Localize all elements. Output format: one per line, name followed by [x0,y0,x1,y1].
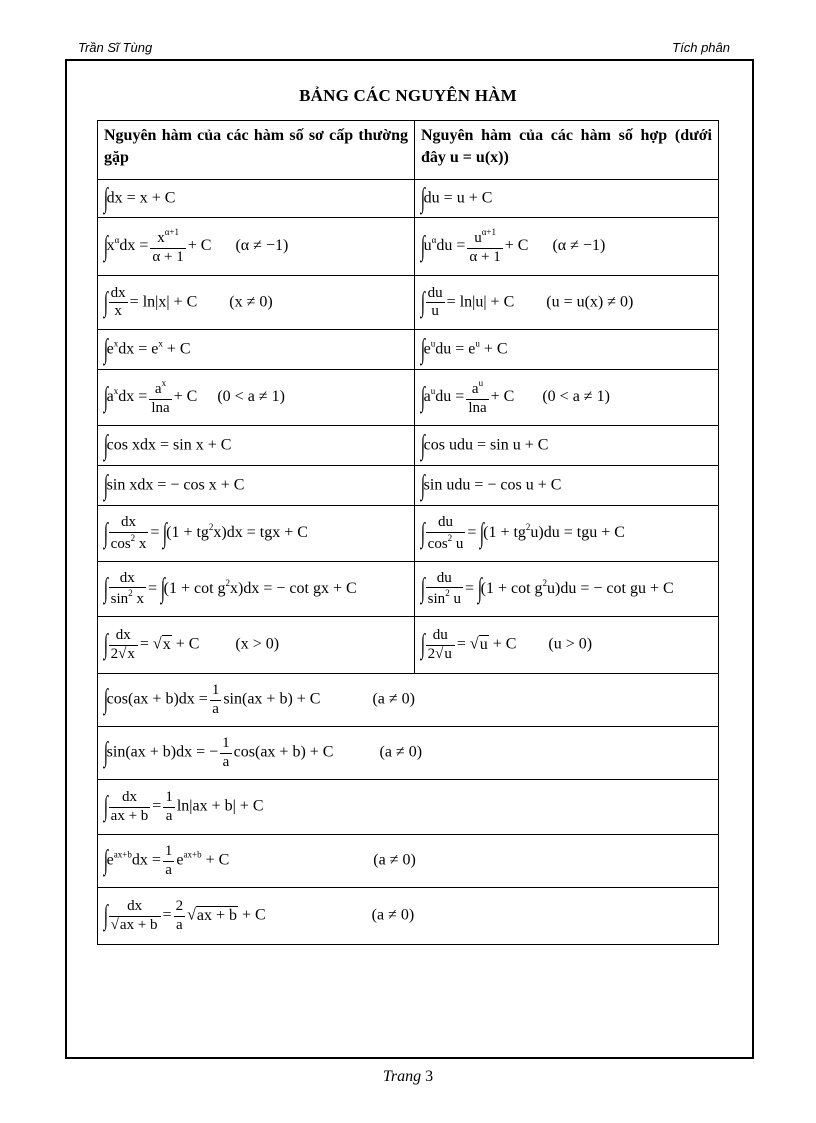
formula-cell: ∫ $\frac{du}{\sin^2 u}$ = $\int(1 + \cot g^2u)du$ = − cot gu + C [415,562,719,617]
page-footer [0,1068,816,1086]
formula-cell: $\int a^xdx$ = $\frac{a^x}{\ln a}$ + C (0 < a ≠ 1) [98,370,415,426]
col-left-header: Nguyên hàm của các hàm số sơ cấp thường gặp [98,121,415,180]
formula-cell: $\int u^\alpha du$ = $\frac{u^{\alpha+1}}{\alpha + 1}$ + C (α ≠ −1) [415,218,719,276]
footer-label: Trang [382,1068,422,1085]
table-row [98,888,719,945]
formula-cell: ∫ $\frac{dx}{\sin^2 x}$ = $\int(1 + \cot g^2x)dx$ = − cot gx + C [98,562,415,617]
table-header-row [98,121,719,180]
formula-cell: $\int e^udu = e^u + C$ [415,330,719,370]
table-row [98,780,719,835]
formula-cell: $\int e^{ax+b}dx$ = $\frac{1}{a}$ $e^{ax+b} + C$ (a ≠ 0) [98,835,719,888]
antiderivative-table [97,120,719,945]
formula-cell: ∫ $\frac{dx}{ax + b}$ = $\frac{1}{a}$ ln|ax + b| + C [98,780,719,835]
page-title: BẢNG CÁC NGUYÊN HÀM [299,86,517,105]
formula-cell: ∫du = u + C [415,180,719,218]
page-number: 3 [425,1068,434,1085]
table-row [98,330,719,370]
formula-cell: ∫cos udu = sin u + C [415,426,719,466]
table-row [98,674,719,727]
formula-cell: ∫ $\frac{dx}{2√x}$ = √x + C (x > 0) [98,617,415,674]
table-row [98,466,719,506]
formula-cell: $\int a^udu$ = $\frac{a^u}{\ln a}$ + C (0 < a ≠ 1) [415,370,719,426]
table-row [98,370,719,426]
table-row [98,426,719,466]
table-row [98,617,719,674]
formula-cell: $\int x^\alpha dx$ = $\frac{x^{\alpha+1}}{\alpha + 1}$ + C (α ≠ −1) [98,218,415,276]
formula-cell: ∫ $\frac{du}{2√u}$ = √u + C (u > 0) [415,617,719,674]
table-row [98,180,719,218]
formula-cell: ∫ $\frac{dx}{x}$ = ln|x| + C (x ≠ 0) [98,276,415,330]
header-author: Trần Sĩ Tùng [78,40,153,55]
formula-cell: ∫cos xdx = sin x + C [98,426,415,466]
formula-cell: ∫ $\frac{du}{u}$ = ln|u| + C (u = u(x) ≠ 0) [415,276,719,330]
table-row [98,835,719,888]
table-row [98,276,719,330]
table-row [98,506,719,562]
table-row [98,727,719,780]
header-subject: Tích phân [672,40,730,55]
table-row [98,562,719,617]
formula-cell: ∫sin(ax + b)dx = − $\frac{1}{a}$ cos(ax + b) + C (a ≠ 0) [98,727,719,780]
formula-cell: $\int e^xdx = e^x + C$ [98,330,415,370]
formula-cell: ∫sin xdx = − cos x + C [98,466,415,506]
formula-cell: ∫dx = x + C [98,180,415,218]
col-right-header: Nguyên hàm của các hàm số hợp (dưới đây u = u(x)) [415,121,719,180]
table-row [98,218,719,276]
formula-cell: ∫cos(ax + b)dx = $\frac{1}{a}$ sin(ax + b) + C (a ≠ 0) [98,674,719,727]
formula-cell: ∫sin udu = − cos u + C [415,466,719,506]
formula-cell: ∫ $\frac{dx}{√ax + b}$ = $\frac{2}{a}$ √ax + b + C (a ≠ 0) [98,888,719,945]
formula-cell: ∫ $\frac{dx}{\cos^2 x}$ = $\int(1 + tg^2x)dx$ = tgx + C [98,506,415,562]
formula-cell: ∫ $\frac{du}{\cos^2 u}$ = $\int(1 + tg^2u)du$ = tgu + C [415,506,719,562]
